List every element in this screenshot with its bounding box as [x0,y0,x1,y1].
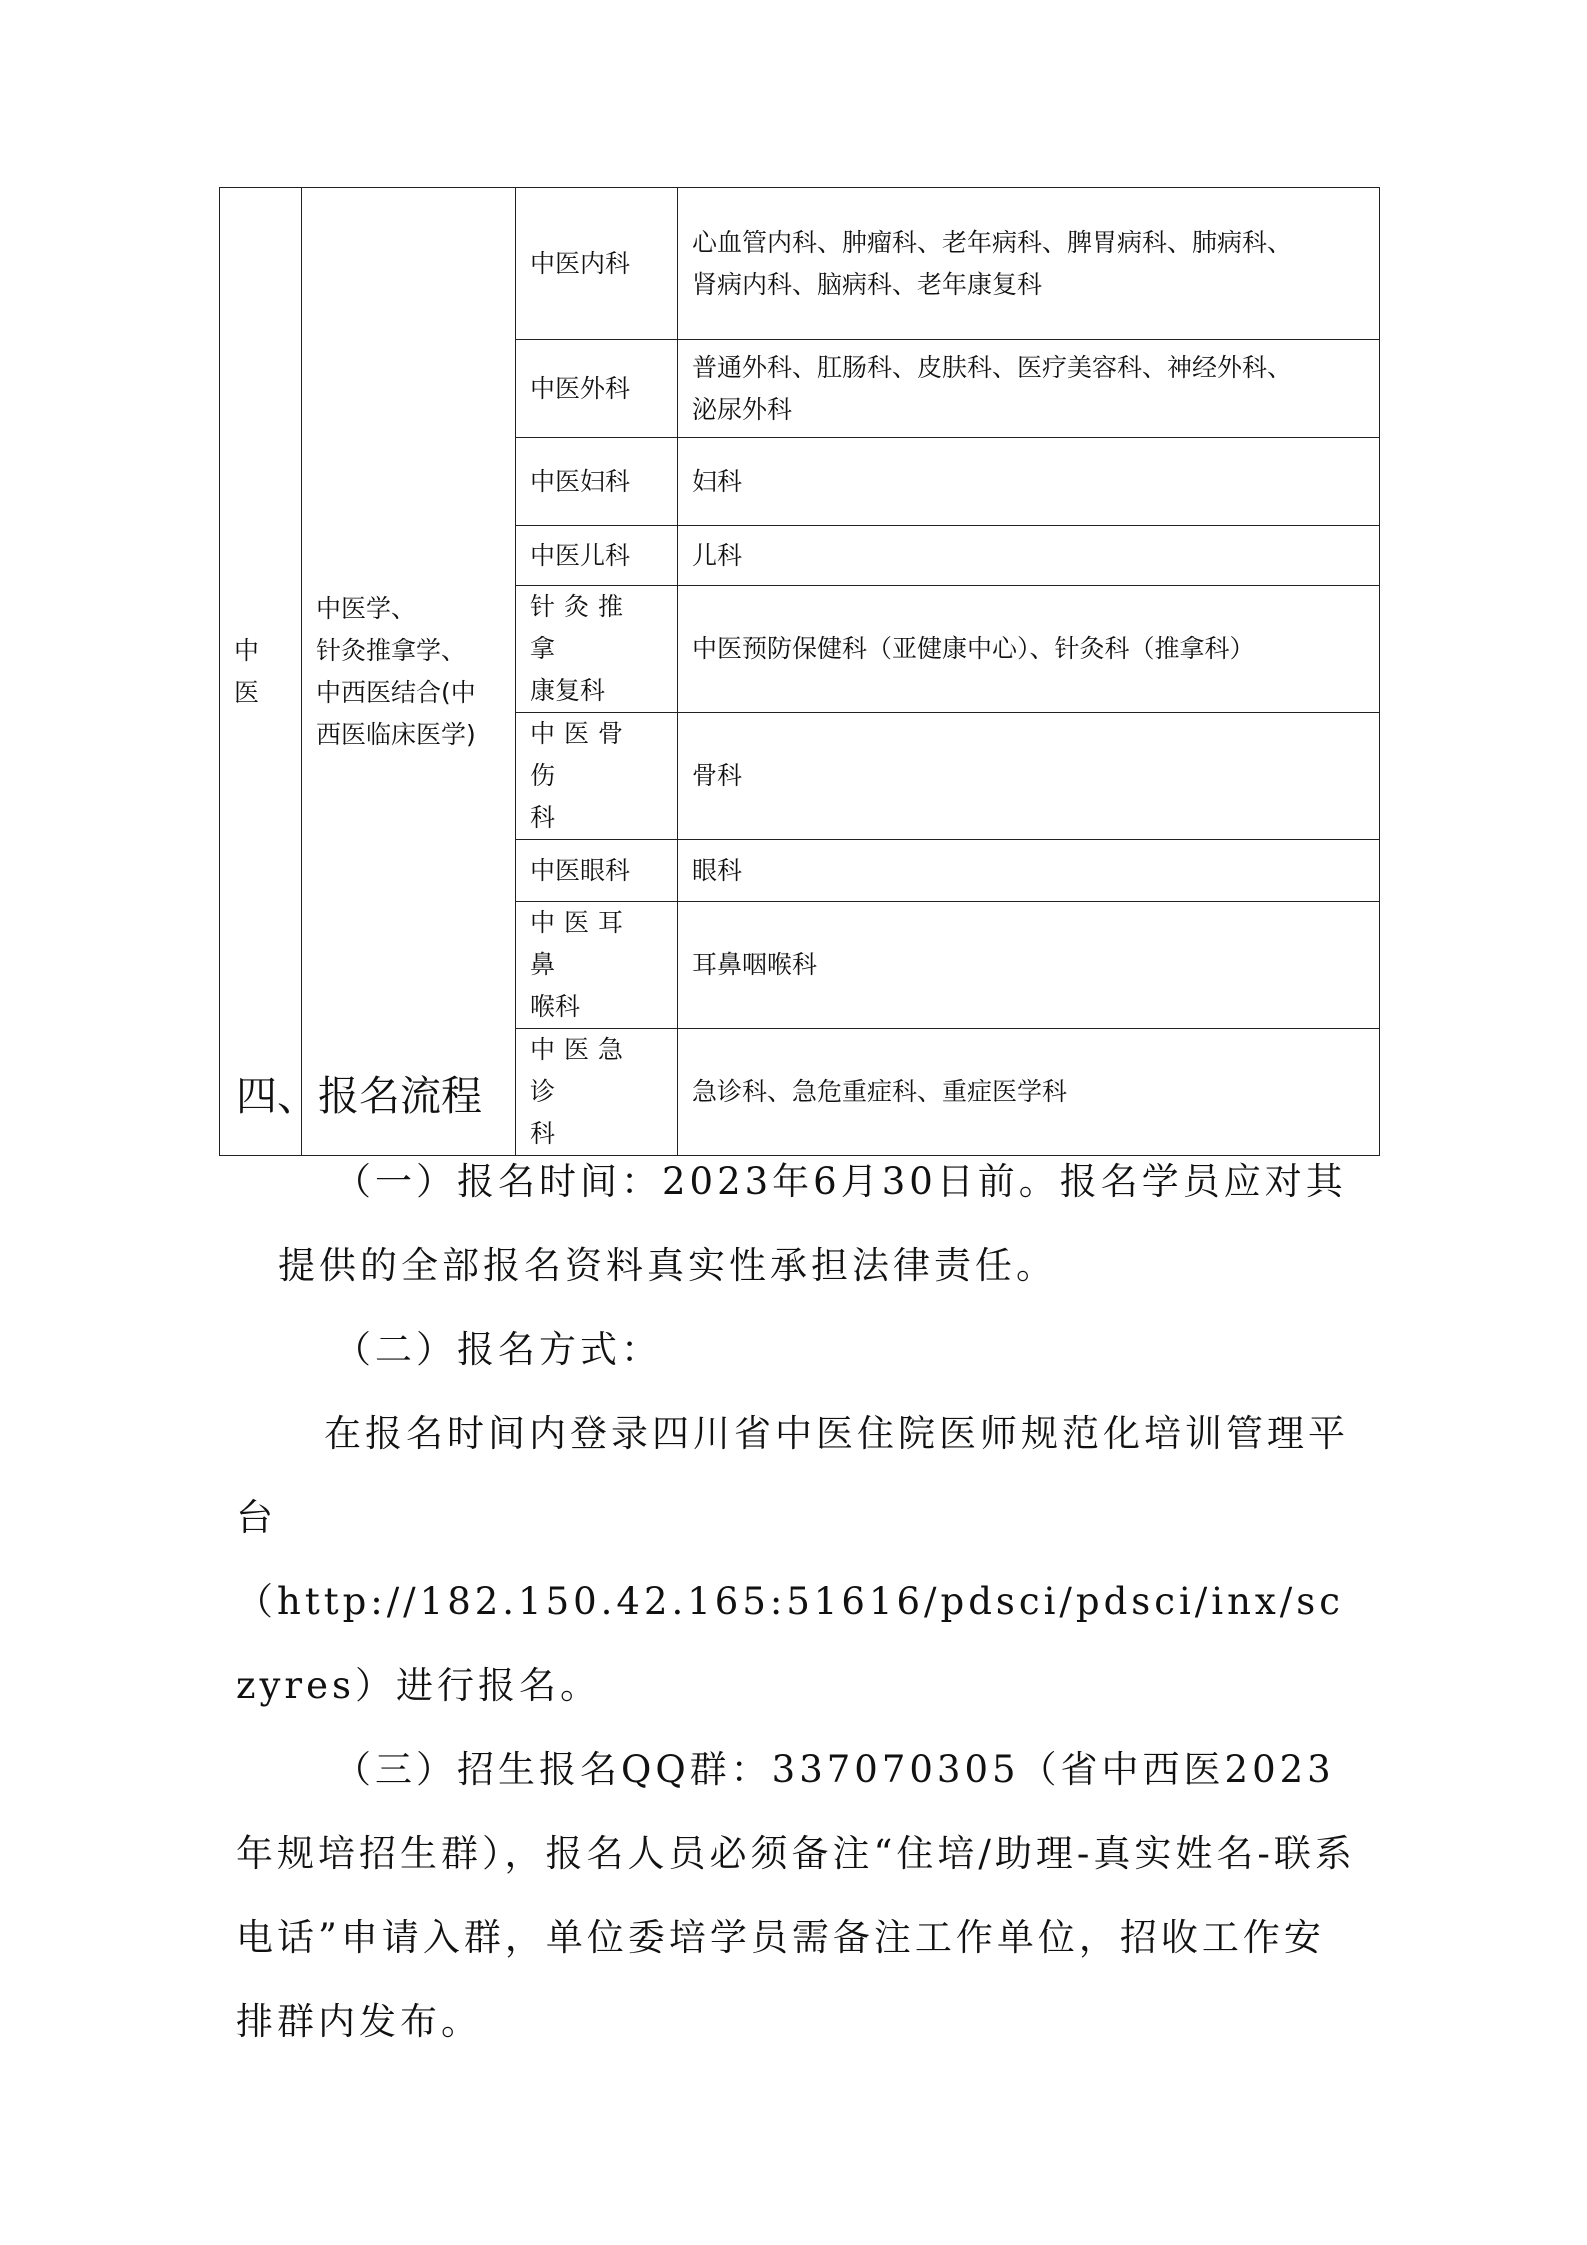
training-base-line: 中医外科 [530,373,631,403]
departments-cell [678,438,1380,526]
registration-url-link[interactable]: http://182.150.42.165:51616/pdsci/pdsci/inx/sczyres [236,1580,1344,1707]
training-base-line: 针灸推拿 [530,592,633,663]
registration-url-paragraph [236,1560,1358,1728]
departments-cell [678,340,1380,438]
training-base-line: 科 [530,803,556,832]
training-base-line: 中医急诊 [530,1035,633,1106]
category-cell [220,188,302,1156]
specialty-table-body [220,188,1380,1156]
training-base-line: 中医耳鼻 [530,908,633,979]
training-base-cell [516,713,678,840]
departments-cell [678,902,1380,1029]
department-line: 眼科 [692,855,743,885]
department-line: 耳鼻咽喉科 [692,950,818,979]
registration-method-heading: （二）报名方式： [334,1328,662,1371]
training-base-cell [516,340,678,438]
url-close-text: ）进行报名。 [354,1664,601,1707]
specialty-table [219,187,1380,1156]
department-line: 骨科 [692,761,743,790]
department-line: 肾病内科、脑病科、老年康复科 [692,269,1043,299]
registration-time-line-2: 提供的全部报名资料真实性承担法律责任。 [278,1244,1057,1287]
department-line: 妇科 [692,466,743,496]
major-line: 针灸推拿学、 [316,635,467,665]
departments-cell [678,1029,1380,1156]
section-heading: 四、报名流程 [236,1072,482,1120]
registration-time-line-1: （一）报名时间：2023年6月30日前。报名学员应对其 [334,1160,1347,1203]
registration-time-paragraph [236,1140,1358,1308]
category-char: 中 [234,635,260,665]
training-base-line: 中医骨伤 [530,719,633,790]
major-line: 中医学、 [316,593,417,623]
departments-cell [678,840,1380,902]
training-base-cell [516,586,678,713]
major-line: 西医临床医学) [316,719,476,749]
majors-cell [302,188,516,1156]
qq-group-paragraph: （三）招生报名QQ群：337070305（省中西医2023年规培招生群），报名人员必须备注“住培/助理-真实姓名-联系电话”申请入群，单位委培学员需备注工作单位，招收工作安排群内发布。 [236,1748,1356,2043]
training-base-cell [516,526,678,586]
training-base-line: 康复科 [530,676,606,705]
training-base-line: 喉科 [530,992,581,1021]
department-line: 儿科 [692,540,743,570]
training-base-line: 中医儿科 [530,540,631,570]
department-line: 心血管内科、肿瘤科、老年病科、脾胃病科、肺病科、 [692,227,1293,257]
training-base-cell [516,188,678,340]
departments-cell [678,188,1380,340]
department-line: 急诊科、急危重症科、重症医学科 [692,1077,1068,1106]
department-line: 普通外科、肛肠科、皮肤科、医疗美容科、神经外科、 [692,352,1293,382]
departments-cell [678,713,1380,840]
department-line: 中医预防保健科（亚健康中心）、针灸科（推拿科） [692,634,1255,663]
training-base-line: 科 [530,1119,556,1148]
departments-cell [678,526,1380,586]
training-base-line: 中医眼科 [530,855,631,885]
registration-platform-paragraph: 在报名时间内登录四川省中医住院医师规范化培训管理平台 [236,1412,1349,1539]
category-char: 医 [234,677,260,707]
department-line: 泌尿外科 [692,394,793,424]
major-line: 中西医结合(中 [316,677,476,707]
url-open-paren: （ [236,1580,277,1623]
training-base-cell [516,438,678,526]
training-base-cell [516,902,678,1029]
training-base-cell [516,840,678,902]
departments-cell [678,586,1380,713]
training-base-line: 中医妇科 [530,466,631,496]
training-base-line: 中医内科 [530,248,631,278]
training-base-cell [516,1029,678,1156]
table-row [220,188,1380,340]
